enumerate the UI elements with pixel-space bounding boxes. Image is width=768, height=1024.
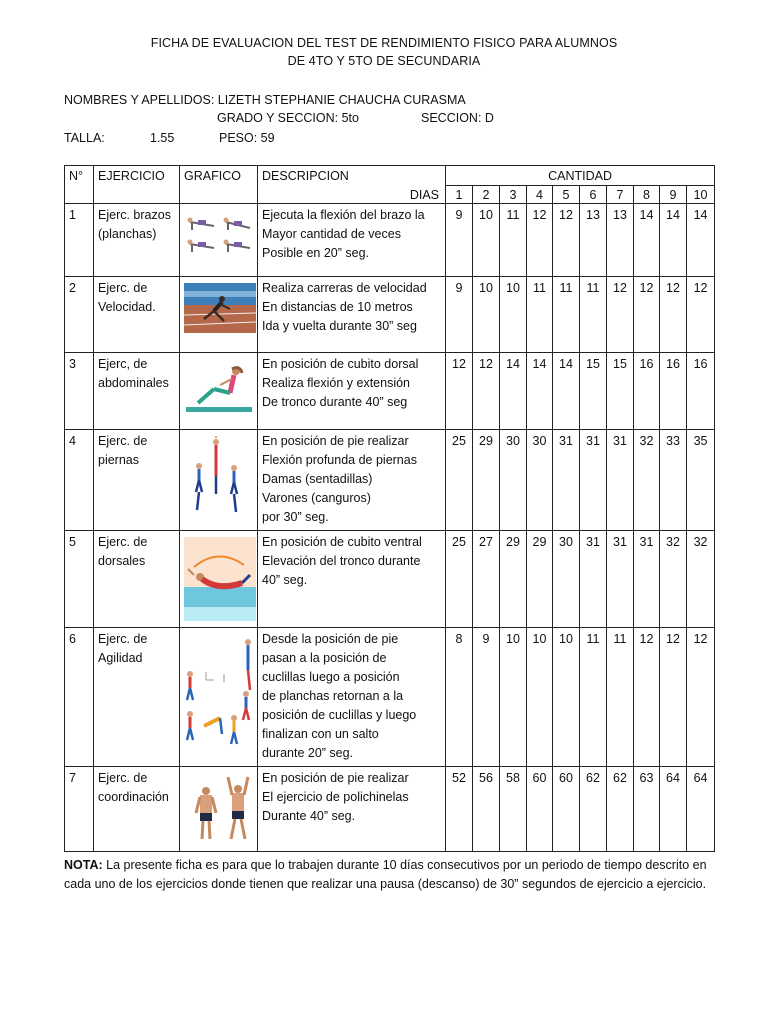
exercise-name-line: Ejerc. brazos xyxy=(98,208,171,222)
day-value-6: 31 xyxy=(580,430,607,531)
day-value-9: 14 xyxy=(660,204,687,277)
day-value-7: 11 xyxy=(607,628,634,767)
day-value-3: 11 xyxy=(500,204,527,277)
day-value-5: 11 xyxy=(553,277,580,353)
exercise-graphic xyxy=(180,430,258,531)
day-value-4: 10 xyxy=(527,628,553,767)
description-line: durante 20” seg. xyxy=(262,746,354,760)
day-value-9: 16 xyxy=(660,353,687,430)
exercise-name xyxy=(94,277,180,353)
day-header-6: 6 xyxy=(580,186,607,204)
day-value-1: 25 xyxy=(446,430,473,531)
day-value-3: 10 xyxy=(500,628,527,767)
exercise-name-line: Ejerc. de xyxy=(98,771,148,785)
day-value-4: 60 xyxy=(527,767,553,852)
document-title-line1: FICHA DE EVALUACION DEL TEST DE RENDIMIENTO FISICO PARA ALUMNOS xyxy=(150,36,618,50)
day-value-5: 12 xyxy=(553,204,580,277)
day-value-4: 29 xyxy=(527,531,553,628)
exercise-name-line: Agilidad xyxy=(98,651,143,665)
exercise-name-line: Ejerc. de xyxy=(98,535,148,549)
day-header-7: 7 xyxy=(607,186,634,204)
description-line: Flexión profunda de piernas xyxy=(262,453,417,467)
day-header-8: 8 xyxy=(634,186,660,204)
exercise-name-line: piernas xyxy=(98,453,139,467)
day-value-3: 14 xyxy=(500,353,527,430)
exercise-description xyxy=(258,628,446,767)
day-value-8: 31 xyxy=(634,531,660,628)
day-value-6: 11 xyxy=(580,277,607,353)
description-line: En posición de cubito ventral xyxy=(262,535,422,549)
day-value-10: 32 xyxy=(687,531,715,628)
exercise-row xyxy=(65,204,715,277)
description-line: Realiza carreras de velocidad xyxy=(262,281,427,295)
day-value-5: 10 xyxy=(553,628,580,767)
day-value-9: 64 xyxy=(660,767,687,852)
exercise-graphic xyxy=(180,204,258,277)
exercise-row xyxy=(65,531,715,628)
description-line: En posición de pie realizar xyxy=(262,434,409,448)
day-value-2: 12 xyxy=(473,353,500,430)
description-line: De tronco durante 40” seg xyxy=(262,395,408,409)
exercise-row xyxy=(65,767,715,852)
description-line: Durante 40” seg. xyxy=(262,809,356,823)
description-line: por 30” seg. xyxy=(262,510,329,524)
description-line: pasan a la posición de xyxy=(262,651,387,665)
row-number: 7 xyxy=(65,767,94,852)
row-number: 3 xyxy=(65,353,94,430)
row-number: 5 xyxy=(65,531,94,628)
day-value-2: 10 xyxy=(473,277,500,353)
description-line: Ejecuta la flexión del brazo la xyxy=(262,208,425,222)
description-line: finalizan con un salto xyxy=(262,727,379,741)
description-line: Varones (canguros) xyxy=(262,491,371,505)
day-value-7: 31 xyxy=(607,531,634,628)
exercise-name xyxy=(94,531,180,628)
day-value-2: 29 xyxy=(473,430,500,531)
note xyxy=(64,856,714,894)
row-number: 2 xyxy=(65,277,94,353)
row-number: 6 xyxy=(65,628,94,767)
exercise-row xyxy=(65,628,715,767)
exercise-name xyxy=(94,204,180,277)
day-value-10: 12 xyxy=(687,277,715,353)
description-line: Elevación del tronco durante xyxy=(262,554,421,568)
day-value-8: 16 xyxy=(634,353,660,430)
exercise-name-line: coordinación xyxy=(98,790,169,804)
day-value-9: 12 xyxy=(660,628,687,767)
day-value-6: 13 xyxy=(580,204,607,277)
note-text: La presente ficha es para que lo trabajen durante 10 días consecutivos por un periodo de tiempo descrito en cada uno de los ejercicios donde tienen que realizar una pausa (descanso) de 30” segundos de ejercicio a ejercicio. xyxy=(64,858,707,891)
day-header-1: 1 xyxy=(446,186,473,204)
exercise-name xyxy=(94,353,180,430)
description-line: 40” seg. xyxy=(262,573,308,587)
weight: PESO: 59 xyxy=(219,131,275,145)
situp-illustration xyxy=(184,359,258,421)
description-line: Desde la posición de pie xyxy=(262,632,399,646)
day-value-4: 14 xyxy=(527,353,553,430)
day-value-10: 12 xyxy=(687,628,715,767)
day-header-3: 3 xyxy=(500,186,527,204)
exercise-description xyxy=(258,767,446,852)
grade-section: GRADO Y SECCION: 5to xyxy=(217,111,359,125)
exercise-description xyxy=(258,430,446,531)
description-line: Damas (sentadillas) xyxy=(262,472,373,486)
header-num: N° xyxy=(65,166,94,204)
description-line: En posición de pie realizar xyxy=(262,771,409,785)
header-graphic: GRAFICO xyxy=(180,166,258,204)
description-line: Posible en 20” seg. xyxy=(262,246,370,260)
exercise-row xyxy=(65,353,715,430)
day-header-10: 10 xyxy=(687,186,715,204)
day-header-9: 9 xyxy=(660,186,687,204)
exercise-description xyxy=(258,353,446,430)
exercise-row xyxy=(65,277,715,353)
back-extension-illustration xyxy=(184,537,258,627)
squat-jump-illustration xyxy=(184,436,258,530)
exercise-graphic xyxy=(180,531,258,628)
day-value-5: 14 xyxy=(553,353,580,430)
day-value-1: 9 xyxy=(446,204,473,277)
description-line: Mayor cantidad de veces xyxy=(262,227,401,241)
description-line: de planchas retornan a la xyxy=(262,689,404,703)
description-line: En posición de cubito dorsal xyxy=(262,357,419,371)
day-value-10: 35 xyxy=(687,430,715,531)
burpee-illustration xyxy=(184,634,258,766)
day-value-8: 12 xyxy=(634,628,660,767)
day-value-9: 32 xyxy=(660,531,687,628)
exercise-graphic xyxy=(180,767,258,852)
exercise-name-line: Velocidad. xyxy=(98,300,156,314)
day-value-1: 52 xyxy=(446,767,473,852)
day-value-8: 32 xyxy=(634,430,660,531)
day-value-2: 9 xyxy=(473,628,500,767)
evaluation-table xyxy=(64,165,715,852)
day-value-3: 10 xyxy=(500,277,527,353)
exercise-row xyxy=(65,430,715,531)
exercise-name-line: (planchas) xyxy=(98,227,157,241)
header-quantity: CANTIDAD xyxy=(446,166,715,186)
push-up-illustration xyxy=(184,210,258,266)
header-exercise: EJERCICIO xyxy=(94,166,180,204)
day-value-1: 8 xyxy=(446,628,473,767)
description-line: cuclillas luego a posición xyxy=(262,670,400,684)
day-value-8: 14 xyxy=(634,204,660,277)
row-number: 1 xyxy=(65,204,94,277)
day-value-1: 9 xyxy=(446,277,473,353)
sprinter-illustration xyxy=(184,283,258,339)
day-value-7: 12 xyxy=(607,277,634,353)
day-value-9: 33 xyxy=(660,430,687,531)
exercise-name-line: Ejerc, de xyxy=(98,357,148,371)
section: SECCION: D xyxy=(421,111,494,125)
day-value-3: 58 xyxy=(500,767,527,852)
day-header-5: 5 xyxy=(553,186,580,204)
day-value-2: 27 xyxy=(473,531,500,628)
note-label: NOTA: xyxy=(64,858,103,872)
day-value-5: 31 xyxy=(553,430,580,531)
day-header-4: 4 xyxy=(527,186,553,204)
day-value-6: 31 xyxy=(580,531,607,628)
day-value-6: 11 xyxy=(580,628,607,767)
description-line: En distancias de 10 metros xyxy=(262,300,413,314)
day-value-2: 56 xyxy=(473,767,500,852)
jumping-jack-illustration xyxy=(184,773,258,851)
day-value-10: 64 xyxy=(687,767,715,852)
description-line: Ida y vuelta durante 30” seg xyxy=(262,319,417,333)
day-value-3: 29 xyxy=(500,531,527,628)
day-value-3: 30 xyxy=(500,430,527,531)
exercise-name-line: dorsales xyxy=(98,554,146,568)
day-value-10: 14 xyxy=(687,204,715,277)
day-value-6: 62 xyxy=(580,767,607,852)
day-value-10: 16 xyxy=(687,353,715,430)
day-value-4: 30 xyxy=(527,430,553,531)
day-value-7: 62 xyxy=(607,767,634,852)
header-description: DESCRIPCION xyxy=(258,166,446,186)
exercise-description xyxy=(258,531,446,628)
header-row xyxy=(65,166,715,186)
exercise-name-line: Ejerc. de xyxy=(98,632,148,646)
description-line: Realiza flexión y extensión xyxy=(262,376,410,390)
exercise-name xyxy=(94,430,180,531)
day-value-9: 12 xyxy=(660,277,687,353)
exercise-name-line: Ejerc. de xyxy=(98,281,148,295)
row-number: 4 xyxy=(65,430,94,531)
description-line: posición de cuclillas y luego xyxy=(262,708,417,722)
day-value-2: 10 xyxy=(473,204,500,277)
exercise-description xyxy=(258,204,446,277)
exercise-description xyxy=(258,277,446,353)
day-value-8: 63 xyxy=(634,767,660,852)
exercise-name-line: Ejerc. de xyxy=(98,434,148,448)
exercise-graphic xyxy=(180,628,258,767)
height-label: TALLA: xyxy=(64,131,105,145)
exercise-graphic xyxy=(180,277,258,353)
day-value-7: 31 xyxy=(607,430,634,531)
day-value-6: 15 xyxy=(580,353,607,430)
exercise-name xyxy=(94,767,180,852)
day-value-8: 12 xyxy=(634,277,660,353)
student-name: NOMBRES Y APELLIDOS: LIZETH STEPHANIE CHAUCHA CURASMA xyxy=(64,93,466,107)
day-value-4: 12 xyxy=(527,204,553,277)
day-value-5: 60 xyxy=(553,767,580,852)
exercise-name-line: abdominales xyxy=(98,376,169,390)
exercise-name xyxy=(94,628,180,767)
day-value-7: 13 xyxy=(607,204,634,277)
document-title-line2: DE 4TO Y 5TO DE SECUNDARIA xyxy=(287,54,481,68)
day-value-4: 11 xyxy=(527,277,553,353)
day-value-1: 25 xyxy=(446,531,473,628)
height-value: 1.55 xyxy=(150,131,175,145)
header-days: DIAS xyxy=(258,186,446,204)
day-value-1: 12 xyxy=(446,353,473,430)
day-header-2: 2 xyxy=(473,186,500,204)
day-value-5: 30 xyxy=(553,531,580,628)
description-line: El ejercicio de polichinelas xyxy=(262,790,409,804)
day-value-7: 15 xyxy=(607,353,634,430)
exercise-graphic xyxy=(180,353,258,430)
